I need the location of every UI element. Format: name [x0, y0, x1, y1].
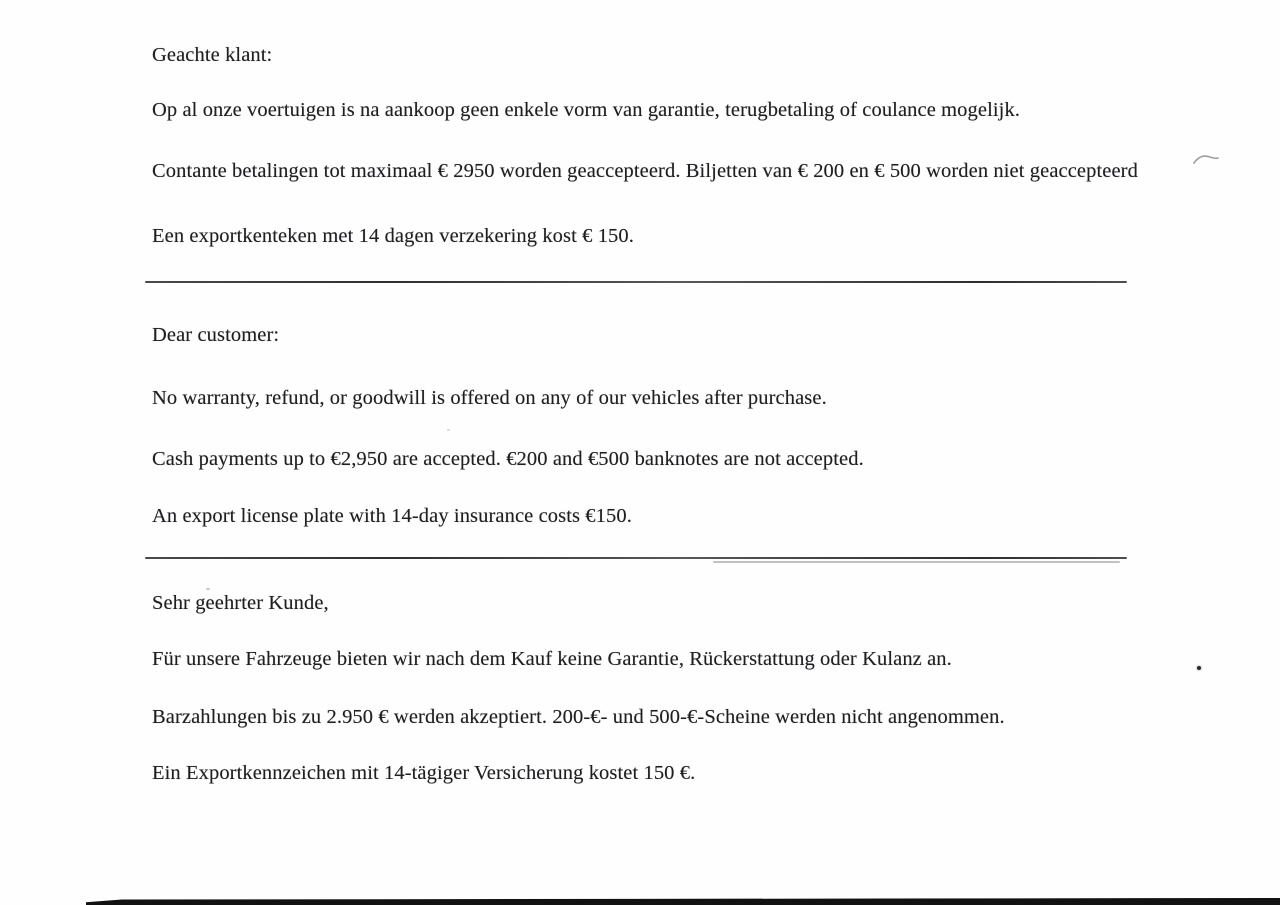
- pen-squiggle-mark: [1193, 151, 1219, 167]
- english-warranty-line: No warranty, refund, or goodwill is offered on any of our vehicles after purchase.: [152, 387, 827, 409]
- section-divider-1: [145, 281, 1127, 283]
- german-warranty-line: Für unsere Fahrzeuge bieten wir nach dem Kauf keine Garantie, Rückerstattung oder Kulanz an.: [152, 648, 952, 670]
- dutch-cash-payment-line: Contante betalingen tot maximaal € 2950 worden geaccepteerd. Biljetten van € 200 en € 500 worden niet geaccepteerd: [152, 160, 1138, 182]
- dutch-warranty-line: Op al onze voertuigen is na aankoop geen enkele vorm van garantie, terugbetaling of coulance mogelijk.: [152, 99, 1021, 121]
- section-divider-2-scan-echo: [713, 561, 1120, 563]
- english-export-plate-line: An export license plate with 14-day insurance costs €150.: [152, 505, 632, 527]
- section-divider-2: [145, 557, 1127, 559]
- german-export-plate-line: Ein Exportkennzeichen mit 14-tägiger Versicherung kostet 150 €.: [152, 762, 696, 784]
- german-cash-payment-line: Barzahlungen bis zu 2.950 € werden akzeptiert. 200-€- und 500-€-Scheine werden nicht angenommen.: [152, 706, 1005, 728]
- scan-noise-speck: [206, 588, 210, 590]
- dutch-greeting: Geachte klant:: [152, 44, 273, 66]
- english-cash-payment-line: Cash payments up to €2,950 are accepted. €200 and €500 banknotes are not accepted.: [152, 448, 864, 470]
- scan-bottom-edge-shadow: [86, 898, 1280, 905]
- german-greeting: Sehr geehrter Kunde,: [152, 592, 329, 614]
- english-greeting: Dear customer:: [152, 324, 280, 346]
- ink-speck-dot: [1197, 666, 1201, 670]
- scan-noise-speck: [447, 429, 450, 431]
- dutch-export-plate-line: Een exportkenteken met 14 dagen verzekering kost € 150.: [152, 225, 634, 247]
